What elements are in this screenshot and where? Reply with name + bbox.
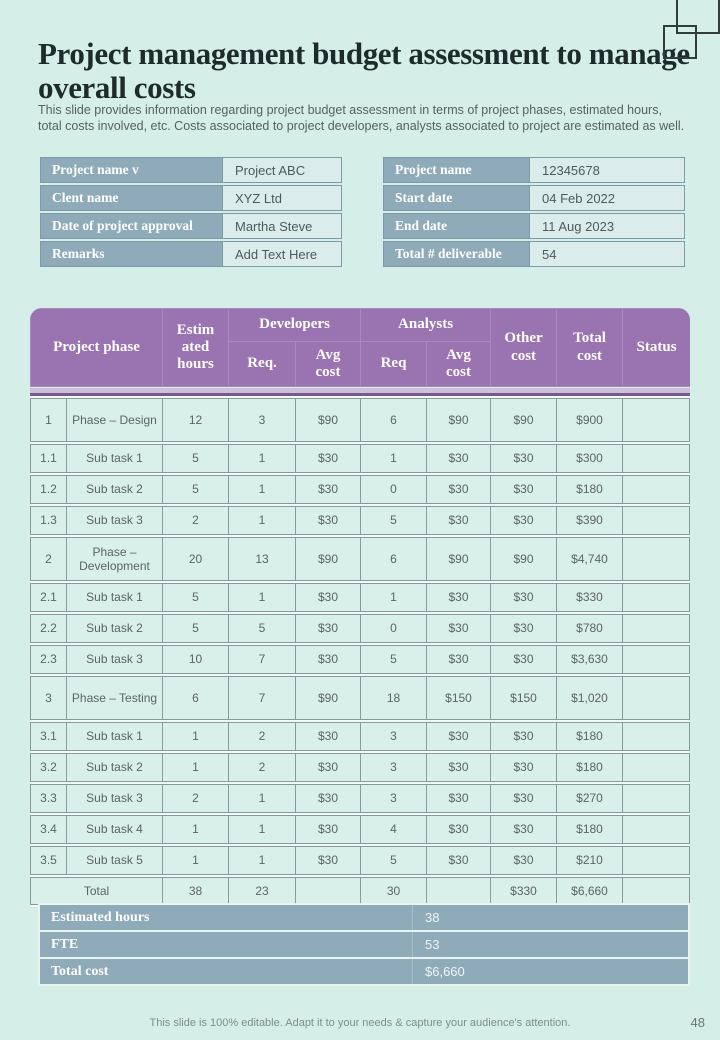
budget-cell: 2.3 [30, 645, 66, 674]
budget-cell: Phase – Design [66, 398, 162, 442]
budget-cell [622, 537, 690, 581]
budget-cell: $30 [490, 506, 556, 535]
budget-cell [622, 846, 690, 875]
budget-cell: Sub task 3 [66, 506, 162, 535]
row-label: Date of project approval [40, 213, 222, 239]
budget-cell: 3.5 [30, 846, 66, 875]
budget-cell: $30 [426, 784, 490, 813]
budget-cell: $30 [490, 614, 556, 643]
row-value: 12345678 [529, 157, 685, 183]
budget-cell: Total [30, 877, 162, 905]
budget-cell: 6 [162, 676, 228, 720]
budget-cell: 1 [360, 444, 426, 473]
row-label: Remarks [40, 241, 222, 267]
budget-cell: $30 [490, 846, 556, 875]
budget-cell: $30 [295, 583, 360, 612]
budget-cell: 10 [162, 645, 228, 674]
budget-cell: $330 [556, 583, 622, 612]
row-value: $6,660 [412, 959, 688, 984]
budget-cell: $30 [490, 444, 556, 473]
budget-cell: $90 [490, 537, 556, 581]
budget-cell: $30 [426, 506, 490, 535]
table-row [40, 905, 688, 930]
budget-cell: $3,630 [556, 645, 622, 674]
budget-cell: $30 [490, 815, 556, 844]
budget-row-phase [30, 398, 690, 442]
budget-table-header [30, 308, 690, 387]
budget-cell [622, 506, 690, 535]
budget-cell: 1 [162, 753, 228, 782]
budget-cell: $30 [490, 753, 556, 782]
budget-cell: 5 [162, 614, 228, 643]
budget-row-sub [30, 784, 690, 813]
table-row [40, 213, 342, 239]
budget-cell: $390 [556, 506, 622, 535]
budget-cell: $90 [295, 676, 360, 720]
budget-cell: $30 [295, 506, 360, 535]
budget-cell: $180 [556, 753, 622, 782]
budget-table-body [30, 396, 690, 907]
budget-cell: $6,660 [556, 877, 622, 905]
budget-row-sub [30, 846, 690, 875]
budget-cell [622, 722, 690, 751]
row-value: 04 Feb 2022 [529, 185, 685, 211]
budget-cell: $30 [490, 645, 556, 674]
budget-cell: Sub task 1 [66, 444, 162, 473]
budget-row-sub [30, 444, 690, 473]
header-total-cost: Total cost [557, 309, 623, 387]
budget-cell: 1 [162, 815, 228, 844]
budget-cell: 3 [360, 722, 426, 751]
budget-cell: 3.2 [30, 753, 66, 782]
budget-table [30, 308, 690, 907]
table-row [40, 185, 342, 211]
budget-cell: 5 [162, 475, 228, 504]
budget-cell [622, 645, 690, 674]
row-label: End date [383, 213, 529, 239]
footer-note: This slide is 100% editable. Adapt it to your needs & capture your audience's attention. [149, 1017, 571, 1029]
budget-cell: 1 [360, 583, 426, 612]
budget-cell: $1,020 [556, 676, 622, 720]
budget-cell: $30 [490, 784, 556, 813]
budget-cell: $330 [490, 877, 556, 905]
budget-cell: $90 [426, 398, 490, 442]
budget-cell: 1 [228, 583, 295, 612]
budget-cell: 3 [360, 753, 426, 782]
budget-cell: 38 [162, 877, 228, 905]
header-analyst-avg-cost: Avg cost [427, 342, 491, 387]
header-estimated-hours: Estim ated hours [163, 309, 229, 387]
row-label: Total # deliverable [383, 241, 529, 267]
budget-cell: Phase – Testing [66, 676, 162, 720]
budget-cell: $30 [426, 815, 490, 844]
budget-cell: 3 [360, 784, 426, 813]
budget-cell: 1 [162, 722, 228, 751]
budget-cell: $30 [426, 444, 490, 473]
header-developers: Developers [229, 309, 361, 342]
budget-cell [622, 398, 690, 442]
budget-cell: $90 [490, 398, 556, 442]
budget-cell: 3.4 [30, 815, 66, 844]
budget-cell: $30 [426, 753, 490, 782]
budget-row-phase [30, 676, 690, 720]
budget-cell: $30 [490, 722, 556, 751]
budget-cell: 3.1 [30, 722, 66, 751]
budget-cell: $30 [295, 784, 360, 813]
budget-cell: $300 [556, 444, 622, 473]
budget-cell: $30 [426, 475, 490, 504]
row-label: Project name [383, 157, 529, 183]
table-row [383, 213, 685, 239]
budget-row-sub [30, 815, 690, 844]
budget-cell: $30 [295, 475, 360, 504]
budget-cell: 1 [228, 506, 295, 535]
budget-row-sub [30, 753, 690, 782]
budget-row-sub [30, 583, 690, 612]
budget-cell [426, 877, 490, 905]
budget-cell: 5 [162, 444, 228, 473]
budget-cell: 7 [228, 676, 295, 720]
budget-cell [622, 614, 690, 643]
budget-cell: $180 [556, 815, 622, 844]
budget-row-sub [30, 722, 690, 751]
budget-cell: Sub task 3 [66, 784, 162, 813]
budget-cell: 1.2 [30, 475, 66, 504]
budget-cell: 3.3 [30, 784, 66, 813]
budget-cell [295, 877, 360, 905]
budget-cell: Sub task 2 [66, 614, 162, 643]
budget-cell: 1 [228, 815, 295, 844]
table-row [383, 241, 685, 267]
budget-cell: $30 [426, 722, 490, 751]
budget-row-sub [30, 614, 690, 643]
budget-cell: 1 [228, 444, 295, 473]
budget-cell: $30 [426, 645, 490, 674]
project-info-table [40, 157, 342, 269]
budget-cell: 3 [30, 676, 66, 720]
budget-cell: $180 [556, 722, 622, 751]
budget-cell [622, 877, 690, 905]
row-label: Project name v [40, 157, 222, 183]
budget-cell: $90 [295, 398, 360, 442]
budget-cell: $30 [426, 846, 490, 875]
page-number: 48 [690, 1015, 705, 1030]
budget-cell: 6 [360, 398, 426, 442]
budget-cell: $780 [556, 614, 622, 643]
budget-cell: $90 [426, 537, 490, 581]
budget-cell: Sub task 2 [66, 753, 162, 782]
budget-cell: $30 [295, 753, 360, 782]
budget-cell: $30 [490, 583, 556, 612]
budget-cell: Sub task 5 [66, 846, 162, 875]
budget-cell: 4 [360, 815, 426, 844]
table-row [40, 157, 342, 183]
header-dev-req: Req. [229, 342, 296, 387]
budget-cell: 5 [360, 506, 426, 535]
budget-cell [622, 753, 690, 782]
budget-cell: 5 [360, 846, 426, 875]
budget-cell: 2.2 [30, 614, 66, 643]
budget-cell: 3 [228, 398, 295, 442]
budget-row-phase [30, 537, 690, 581]
budget-cell: 1 [30, 398, 66, 442]
page-subtitle: This slide provides information regarding project budget assessment in terms of project phases, estimated hours, total costs involved, etc. Costs associated to project developers, analysts associated to project are estimated as well. [38, 102, 685, 133]
project-dates-table [383, 157, 685, 269]
budget-cell: 12 [162, 398, 228, 442]
budget-cell: 1 [228, 475, 295, 504]
budget-cell [622, 784, 690, 813]
row-value: 54 [529, 241, 685, 267]
row-label: Total cost [40, 959, 412, 984]
row-value: 38 [412, 905, 688, 930]
table-row [383, 157, 685, 183]
budget-cell: $900 [556, 398, 622, 442]
table-row [40, 241, 342, 267]
header-status: Status [623, 309, 690, 387]
budget-cell: 5 [360, 645, 426, 674]
budget-cell: 0 [360, 614, 426, 643]
table-row [383, 185, 685, 211]
budget-cell: 1 [228, 846, 295, 875]
budget-cell: 1 [228, 784, 295, 813]
budget-cell: 1.3 [30, 506, 66, 535]
row-value: 53 [412, 932, 688, 957]
budget-row-total [30, 877, 690, 905]
budget-cell: $30 [295, 444, 360, 473]
budget-cell [622, 583, 690, 612]
row-label: Start date [383, 185, 529, 211]
budget-cell [622, 815, 690, 844]
header-other-cost: Other cost [491, 309, 557, 387]
budget-cell [622, 444, 690, 473]
page-title: Project management budget assessment to manage overall costs [38, 35, 690, 105]
budget-cell: 2 [162, 784, 228, 813]
budget-cell: 2 [228, 753, 295, 782]
row-label: Clent name [40, 185, 222, 211]
budget-cell: 2.1 [30, 583, 66, 612]
budget-cell: 6 [360, 537, 426, 581]
budget-cell: 30 [360, 877, 426, 905]
summary-table [38, 903, 690, 986]
budget-cell: Sub task 1 [66, 583, 162, 612]
budget-cell: $180 [556, 475, 622, 504]
budget-row-sub [30, 645, 690, 674]
budget-cell: $30 [426, 614, 490, 643]
row-value: 11 Aug 2023 [529, 213, 685, 239]
budget-cell: 2 [162, 506, 228, 535]
overlapping-square-small-icon [663, 25, 697, 59]
budget-cell: 2 [228, 722, 295, 751]
budget-cell: Phase – Development [66, 537, 162, 581]
budget-cell: $30 [295, 614, 360, 643]
row-label: FTE [40, 932, 412, 957]
budget-cell: $150 [490, 676, 556, 720]
budget-cell: Sub task 2 [66, 475, 162, 504]
budget-cell: $150 [426, 676, 490, 720]
budget-cell: $30 [295, 846, 360, 875]
table-row [40, 959, 688, 984]
budget-cell: 20 [162, 537, 228, 581]
header-dev-avg-cost: Avg cost [296, 342, 361, 387]
row-value: XYZ Ltd [222, 185, 342, 211]
budget-cell: Sub task 4 [66, 815, 162, 844]
header-project-phase: Project phase [31, 309, 163, 387]
budget-row-sub [30, 475, 690, 504]
budget-cell: 5 [162, 583, 228, 612]
budget-cell: 23 [228, 877, 295, 905]
budget-cell [622, 475, 690, 504]
budget-cell: $30 [295, 815, 360, 844]
budget-cell: $270 [556, 784, 622, 813]
header-analyst-req: Req [361, 342, 427, 387]
budget-cell: 13 [228, 537, 295, 581]
budget-cell: $90 [295, 537, 360, 581]
budget-cell: 7 [228, 645, 295, 674]
budget-cell: 1.1 [30, 444, 66, 473]
row-value: Add Text Here [222, 241, 342, 267]
budget-cell: 18 [360, 676, 426, 720]
row-value: Martha Steve [222, 213, 342, 239]
budget-cell [622, 676, 690, 720]
budget-cell: $30 [490, 475, 556, 504]
budget-cell: $30 [295, 722, 360, 751]
budget-cell: Sub task 3 [66, 645, 162, 674]
budget-cell: 5 [228, 614, 295, 643]
header-analysts: Analysts [361, 309, 491, 342]
budget-cell: $210 [556, 846, 622, 875]
budget-cell: 1 [162, 846, 228, 875]
budget-cell: $30 [295, 645, 360, 674]
budget-cell: 0 [360, 475, 426, 504]
budget-cell: $30 [426, 583, 490, 612]
row-label: Estimated hours [40, 905, 412, 930]
budget-row-sub [30, 506, 690, 535]
budget-cell: $4,740 [556, 537, 622, 581]
budget-cell: Sub task 1 [66, 722, 162, 751]
budget-cell: 2 [30, 537, 66, 581]
row-value: Project ABC [222, 157, 342, 183]
table-row [40, 932, 688, 957]
